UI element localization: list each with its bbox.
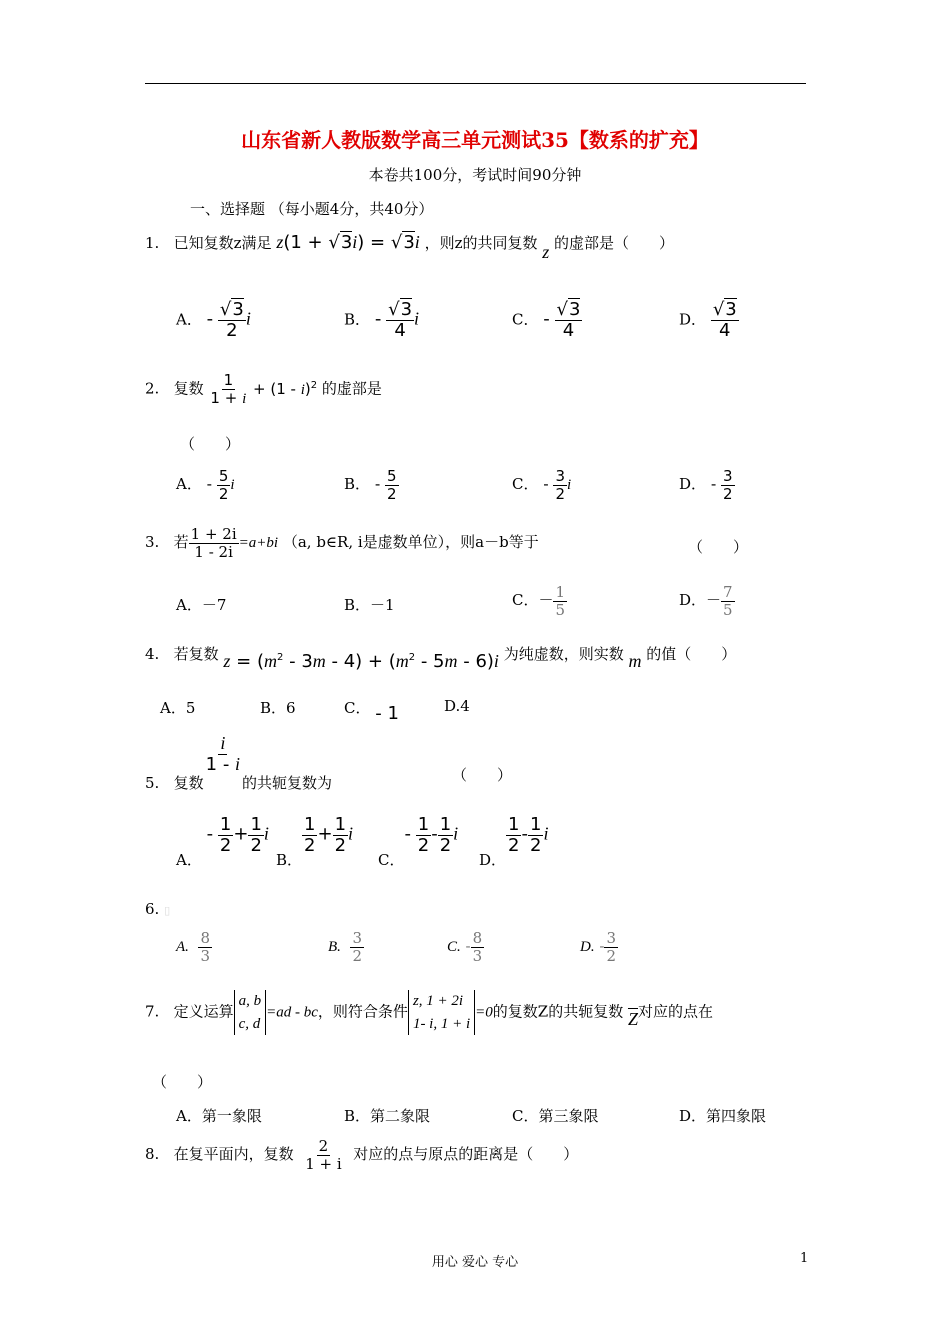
q2-option-b[interactable]: B． - $\frac{5}{2}$ — [344, 467, 397, 503]
question-3: 3. 若 $\frac{1 + 2i}{1 - 2i}$ =a+bi （a, b∈R, i是虚数单位），则a－b等于 — [145, 525, 539, 561]
q2-answer-paren: （ ） — [180, 435, 241, 453]
q5-option-d[interactable]: D． $\frac{1}{2}$ - $\frac{1}{2}$ i — [479, 814, 549, 870]
header-rule — [145, 83, 806, 84]
q5-answer-paren: （ ） — [452, 766, 513, 784]
q2-option-d[interactable]: D． - $\frac{3}{2}$ — [679, 467, 733, 503]
q3-option-d[interactable]: D．－ $\frac{7}{5}$ — [679, 583, 733, 619]
q4-stem-a: 若复数 — [173, 645, 219, 663]
q4-equation: $z = (m^2 - 3m - 4) + (m^2 - 5m - 6)i$ — [223, 651, 499, 672]
q4-option-a[interactable]: A．5 — [160, 699, 196, 717]
q4-variable-m: m — [628, 651, 642, 671]
q4-stem-c: 的值（ ） — [646, 645, 737, 663]
q7-stem-b: ，则符合条件 — [317, 1002, 408, 1021]
q5-number: 5. — [145, 774, 160, 793]
question-2: 2. 复数 $\frac{1}{1 + i}$ + (1 - i)$^2$ 的虚部是 — [145, 371, 382, 407]
q5-fraction: $\frac{i}{1 - i}$ — [205, 733, 241, 775]
q5-option-a[interactable]: A． - $\frac{1}{2}$ + $\frac{1}{2}$ i — [176, 814, 269, 870]
q7-stem-d: 对应的点在 — [638, 1002, 714, 1021]
q7-number: 7. — [145, 1002, 160, 1021]
q4-option-b[interactable]: B．6 — [260, 699, 296, 717]
q7-stem-c: 的复数Z的共轭复数 — [492, 1002, 624, 1021]
q5-stem-b: 的共轭复数为 — [242, 774, 333, 793]
q1-option-b[interactable]: B． - $\frac{√3}{4}$ i — [344, 299, 420, 341]
q6-option-d[interactable]: D. - $\frac{3}{2}$ — [580, 929, 616, 965]
q6-number: 6. — [145, 900, 160, 918]
question-5 — [145, 733, 333, 793]
section-heading: 一、选择题 （每小题4分，共40分） — [190, 200, 434, 218]
page-title: 山东省新人教版数学高三单元测试35【数系的扩充】 — [241, 128, 709, 152]
q4-option-d[interactable]: D.4 — [444, 697, 470, 715]
q1-stem-b: ，则z的共同复数 — [424, 234, 538, 252]
question-8 — [145, 1138, 578, 1172]
q3-stem-a: 若 — [173, 533, 189, 551]
q3-stem-b: （a, b∈R, i是虚数单位），则a－b等于 — [282, 533, 539, 551]
q1-equation: z(1 + √3i) = √3i — [276, 232, 420, 253]
question-4 — [145, 643, 737, 672]
page-subtitle: 本卷共100分，考试时间90分钟 — [368, 166, 582, 184]
question-1 — [145, 232, 675, 262]
q2-option-a[interactable]: A． - $\frac{5}{2}$ i — [176, 467, 235, 503]
q7-stem-a: 定义运算 — [173, 1002, 234, 1021]
q8-fraction: $\frac{2}{1 + i}$ — [305, 1137, 342, 1173]
q1-option-a[interactable]: A． - $\frac{√3}{2}$ i — [176, 299, 251, 341]
q2-option-c[interactable]: C． - $\frac{3}{2}$ i — [512, 467, 572, 503]
q1-number: 1. — [145, 234, 160, 252]
q1-stem-c: 的虚部是（ ） — [554, 234, 675, 252]
question-6 — [145, 900, 170, 918]
q7-answer-paren: （ ） — [152, 1073, 213, 1091]
q6-option-c[interactable]: C. - $\frac{8}{3}$ — [447, 929, 483, 965]
q8-number: 8. — [145, 1145, 160, 1163]
q7-option-a[interactable]: A．第一象限 — [176, 1107, 262, 1125]
q5-option-c[interactable]: C．- $\frac{1}{2}$ - $\frac{1}{2}$ i — [378, 814, 459, 870]
q7-option-d[interactable]: D．第四象限 — [679, 1107, 767, 1125]
q6-option-a[interactable]: A. $\frac{8}{3}$ — [176, 929, 211, 965]
page-footer: 用心 爱心 专心 — [431, 1255, 519, 1270]
q2-stem-a: 复数 — [173, 379, 204, 398]
q5-stem-a: 复数 — [173, 774, 204, 793]
q7-determinant-def: a, b c, d — [234, 990, 267, 1035]
q3-fraction: $\frac{1 + 2i}{1 - 2i}$ — [190, 525, 237, 561]
question-7: 7. 定义运算 a, b c, d =ad - bc，则符合条件 z, 1 + 2i 1- i, 1 + i =0的复数Z的共轭复数 $\overline{Z}$对应的点在 — [145, 990, 713, 1035]
q8-stem-a: 在复平面内，复数 — [173, 1145, 294, 1163]
q8-stem-b: 对应的点与原点的距离是（ ） — [353, 1145, 579, 1163]
q1-option-d[interactable]: D． $\frac{√3}{4}$ — [679, 299, 737, 341]
q4-option-c[interactable]: C． - 1 — [344, 699, 399, 724]
q6-faint-mark: ▯ — [164, 904, 171, 917]
q2-number: 2. — [145, 379, 160, 398]
q3-number: 3. — [145, 533, 160, 551]
q4-number: 4. — [145, 645, 160, 663]
q1-option-c[interactable]: C． - $\frac{√3}{4}$ — [512, 299, 581, 341]
q1-zbar: z — [542, 242, 550, 262]
page-number: 1 — [800, 1251, 809, 1266]
q7-option-c[interactable]: C．第三象限 — [512, 1107, 599, 1125]
q3-option-a[interactable]: A．－7 — [176, 596, 227, 614]
q3-answer-paren: （ ） — [688, 538, 749, 556]
q3-option-c[interactable]: C．－ $\frac{1}{5}$ — [512, 583, 566, 619]
q3-option-b[interactable]: B．－1 — [344, 596, 395, 614]
q4-stem-b: 为纯虚数，则实数 — [503, 645, 624, 663]
q1-stem-a: 已知复数z满足 — [173, 234, 272, 252]
q7-zbar: $\overline{Z}$ — [627, 1008, 638, 1029]
q7-option-b[interactable]: B．第二象限 — [344, 1107, 431, 1125]
q6-option-b[interactable]: B. $\frac{3}{2}$ — [328, 929, 363, 965]
q7-determinant-cond: z, 1 + 2i 1- i, 1 + i — [408, 990, 475, 1035]
q5-option-b[interactable]: B． $\frac{1}{2}$ + $\frac{1}{2}$ i — [276, 814, 354, 870]
q2-expression: $\frac{1}{1 + i}$ — [210, 371, 247, 407]
q2-stem-b: 的虚部是 — [321, 379, 382, 398]
